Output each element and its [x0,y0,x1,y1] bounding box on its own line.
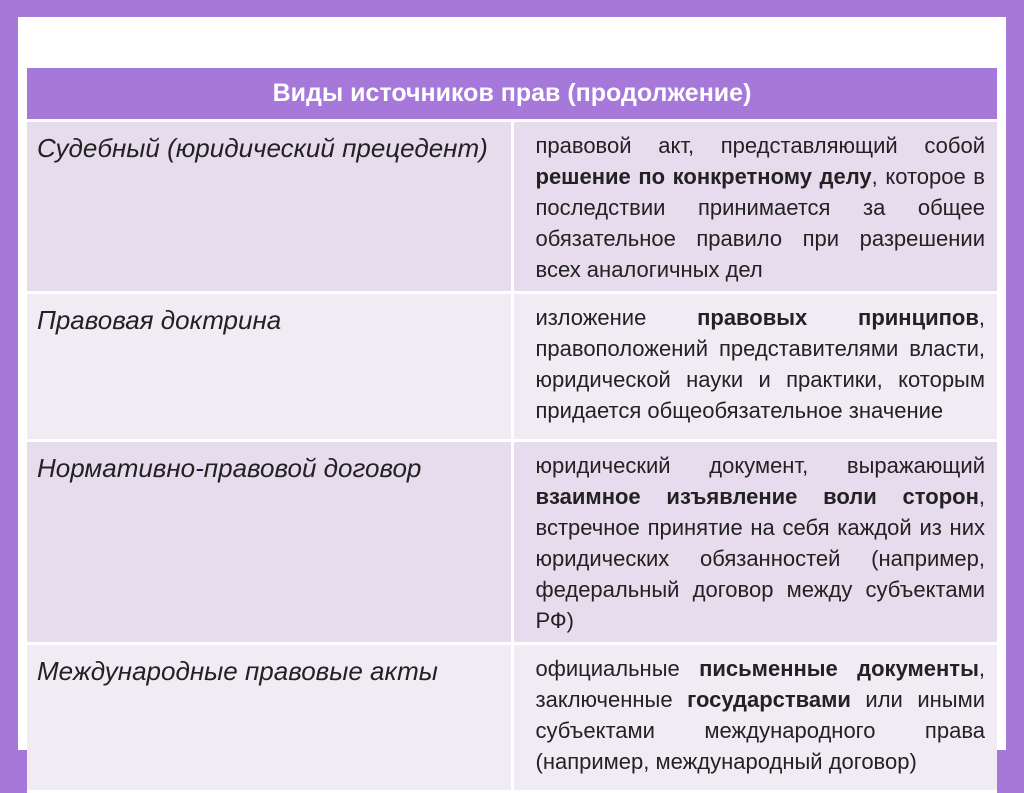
definition-emphasis: взаимное изъявление воли сторон [535,484,979,509]
term-cell: Международные правовые акты [27,644,512,792]
definition-emphasis: государствами [687,687,851,712]
definition-emphasis: письменные документы [699,656,979,681]
table-row [27,644,997,792]
table-title: Виды источников прав (продолжение) [27,68,997,121]
definition-text: , заключенные [535,656,985,712]
term-cell: Судебный (юридический прецедент) [27,121,512,293]
term-cell: Правовая доктрина [27,293,512,441]
definition-emphasis: решение по конкретному делу [535,164,872,189]
definition-text: официальные [535,656,700,681]
definition-text: правовой акт, представляющий собой [535,133,985,158]
definition-text: , встречное принятие на себя каждой из них юридических обязанностей (например, федеральный договор между субъектами РФ) [535,484,985,633]
definition-text: изложение [535,305,698,330]
sources-table [27,68,997,793]
table-row [27,441,997,644]
definition-emphasis: правовых принципов [697,305,979,330]
definition-text: , которое в последствии принимается за общее обязательное правило при разрешении всех аналогичных дел [535,164,985,282]
definition-cell [512,644,997,792]
table-header-row [27,68,997,121]
table-row [27,293,997,441]
definition-cell [512,293,997,441]
definition-text: юридический документ, выражающий [535,453,985,478]
table-row [27,121,997,293]
definition-text: , правоположений представителями власти, юридической науки и практики, которым придается общеобязательное значение [535,305,985,423]
slide [18,17,1006,774]
definition-cell [512,441,997,644]
term-cell: Нормативно-правовой договор [27,441,512,644]
definition-cell [512,121,997,293]
definition-text: или иными субъектами международного права (например, международный договор) [535,687,985,774]
